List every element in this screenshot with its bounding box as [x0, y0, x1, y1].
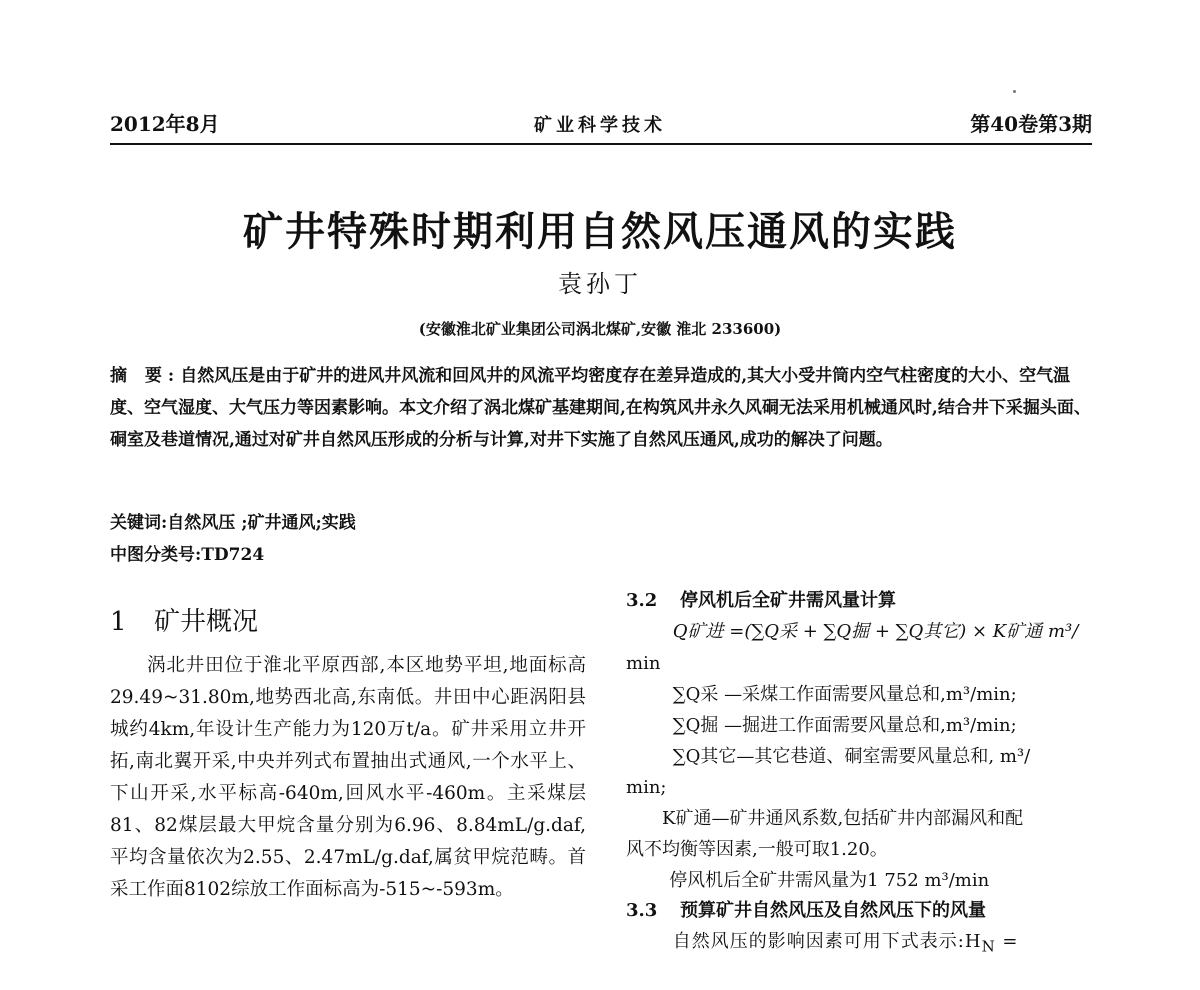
section-1-heading — [110, 600, 586, 644]
abstract-label: 摘 要: — [110, 366, 181, 386]
classification-label: 中图分类号: — [110, 545, 202, 565]
def-ventilation-coefficient-cont: 风不均衡等因素,一般可取1.20。 — [626, 839, 888, 860]
abstract — [110, 360, 1092, 456]
airflow-formula: Q矿进 =(∑Q采 + ∑Q掘 + ∑Q其它) × K矿通 m³/ — [672, 621, 1079, 642]
def-other-roadways: ∑Q其它—其它巷道、硐室需要风量总和, m³/ — [672, 746, 1031, 767]
classification-text: TD724 — [201, 545, 265, 565]
header-date: 2012年8月 — [110, 112, 220, 136]
keywords-label: 关键词: — [110, 513, 168, 533]
section-3-3-number: 3.3 — [626, 900, 658, 921]
keywords-text: 自然风压 ;矿井通风;实践 — [167, 513, 356, 533]
scan-speck — [1013, 90, 1016, 93]
section-1-number: 1 — [110, 607, 127, 637]
def-heading-face: ∑Q掘 —掘进工作面需要风量总和,m³/min; — [672, 715, 1017, 736]
section-3-3-heading — [626, 896, 1094, 926]
section-1-title: 矿井概况 — [154, 607, 259, 637]
airflow-formula-cont: min — [626, 653, 661, 674]
right-column — [626, 586, 1094, 963]
section-3-2-number: 3.2 — [626, 590, 658, 611]
def-ventilation-coefficient: K矿通—矿井通风系数,包括矿井内部漏风和配 — [662, 808, 1024, 829]
affiliation: (安徽淮北矿业集团公司涡北煤矿,安徽 淮北 233600) — [418, 320, 782, 338]
section-3-2-title: 停风机后全矿井需风量计算 — [680, 590, 896, 611]
section-3-2-heading — [626, 586, 1094, 616]
header-issue: 第40卷第3期 — [970, 112, 1092, 136]
section-3-3-text-main: 自然风压的影响因素可用下式表示:H — [672, 931, 982, 952]
paper-title: 矿井特殊时期利用自然风压通风的实践 — [243, 208, 957, 255]
left-column — [110, 600, 586, 906]
section-3-3-text-sub: N — [981, 937, 996, 956]
section-3-3-text-end: = — [995, 931, 1019, 952]
total-airflow-result: 停风机后全矿井需风量为1 752 m³/min — [669, 870, 990, 891]
header-rule — [110, 143, 1092, 145]
def-mining-face: ∑Q采 —采煤工作面需要风量总和,m³/min; — [672, 684, 1017, 705]
header-journal: 矿业科学技术 — [534, 115, 666, 136]
def-other-roadways-cont: min; — [626, 777, 667, 798]
section-3-3-text — [626, 926, 1094, 963]
section-1-paragraph: 涡北井田位于淮北平原西部,本区地势平坦,地面标高29.49~31.80m,地势西北高,东南低。井田中心距涡阳县城约4km,年设计生产能力为120万t/a。矿井采用立井开拓,南北翼开采,中央并列式布置抽出式通风,一个水平上、下山开采,水平标高-640m,回风水平-460m。主采煤层81、82煤层最大甲烷含量分别为6.96、8.84mL/g.daf,平均含量依次为2.55、2.47mL/g.daf,属贫甲烷范畴。首采工作面8102综放工作面标高为-515~-593m。 — [110, 655, 586, 900]
section-3-3-title: 预算矿井自然风压及自然风压下的风量 — [680, 900, 986, 921]
author: 袁孙丁 — [558, 270, 642, 298]
classification — [110, 540, 264, 565]
abstract-text: 自然风压是由于矿井的进风井风流和回风井的风流平均密度存在差异造成的,其大小受井筒内空气柱密度的大小、空气温度、空气湿度、大气压力等因素影响。本文介绍了涡北煤矿基建期间,在构筑风井永久风硐无法采用机械通风时,结合井下采掘头面、硐室及巷道情况,通过对矿井自然风压形成的分析与计算,对井下实施了自然风压通风,成功的解决了问题。 — [110, 366, 1091, 450]
keywords — [110, 508, 356, 533]
